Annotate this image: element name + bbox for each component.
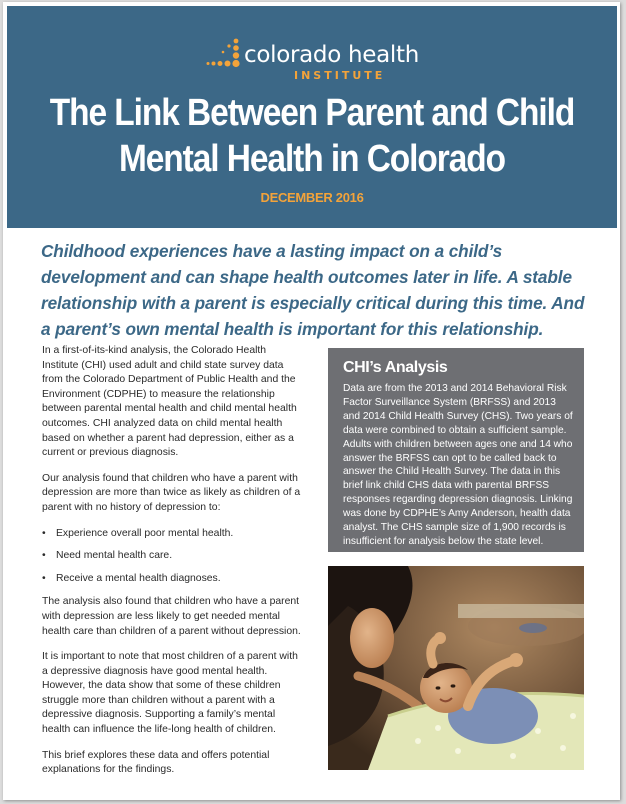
logo-dots-icon (205, 36, 245, 76)
list-item-text: Receive a mental health diagnoses. (56, 572, 221, 584)
body-paragraph-3: The analysis also found that children who have a parent with depression are less likely to get needed mental health care than children of a parent without depression. (42, 596, 301, 637)
document-page (3, 2, 620, 800)
body-paragraph-5: This brief explores these data and offers potential explanations for the findings. (42, 749, 270, 776)
findings-list (42, 527, 304, 587)
sidebar-text: Data are from the 2013 and 2014 Behavioral Risk Factor Surveillance System (BRFSS) and 2013 and 2014 Child Health Survey (CHS). Two years of data were combined to obtain a sufficient sample. Adults with children between ages one and 14 who answer the BRFSS can opt to be called back to answer the Child Health Survey. The data in this brief link child CHS data with parental BRFSS responses regarding depression diagnosis. Linking was done by CDPHE’s Amy Anderson, health data analyst. The CHS sample size of 1,900 records is insufficient for analysis below the state level. (343, 383, 573, 547)
list-item (42, 549, 304, 564)
bullet-icon: • (42, 572, 46, 584)
list-item (42, 527, 304, 542)
publication-date: DECEMBER 2016 (260, 190, 364, 205)
bullet-icon: • (42, 527, 46, 539)
intro-statement: Childhood experiences have a lasting impact on a child’s development and can shape health outcomes later in life. A stable relationship with a parent is especially critical during this time. And a parent’s own mental health is important for this relationship. (41, 241, 585, 339)
page-title (44, 90, 581, 182)
list-item-text: Need mental health care. (56, 550, 173, 562)
body-paragraph-2: Our analysis found that children who have a parent with depression are more than twice as likely as children of a parent with no history of depression to: (42, 472, 301, 513)
title-line-2: Mental Health in Colorado (118, 138, 506, 180)
list-item-text: Experience overall poor mental health. (56, 527, 234, 539)
parent-baby-photo (328, 566, 584, 770)
title-line-1: The Link Between Parent and Child (49, 92, 575, 134)
body-column (42, 344, 304, 789)
bullet-icon: • (42, 550, 46, 562)
logo-name: colorado health (244, 42, 420, 68)
photo-illustration (328, 566, 584, 770)
body-paragraph-4: It is important to note that most children of a parent with a depressive diagnosis have good mental health. However, the data show that some of these children struggle more than children without a parent with a depressive diagnosis. Supporting a family’s mental health can influence the life-long health of children. (42, 651, 298, 736)
list-item (42, 572, 304, 587)
body-paragraph-1: In a first-of-its-kind analysis, the Colorado Health Institute (CHI) used adult and child state survey data from the Colorado Department of Public Health and the Environment (CDPHE) to measure the relationship between parental mental health and child mental health outcomes. CHI analyzed data on child mental health based on whether a parent had depression, either as a current or previous diagnosis. (42, 345, 297, 459)
header-banner (7, 6, 617, 228)
sidebar-heading: CHI’s Analysis (343, 359, 448, 376)
logo (7, 34, 617, 86)
analysis-sidebar (328, 348, 584, 552)
logo-subname: INSTITUTE (294, 69, 386, 82)
